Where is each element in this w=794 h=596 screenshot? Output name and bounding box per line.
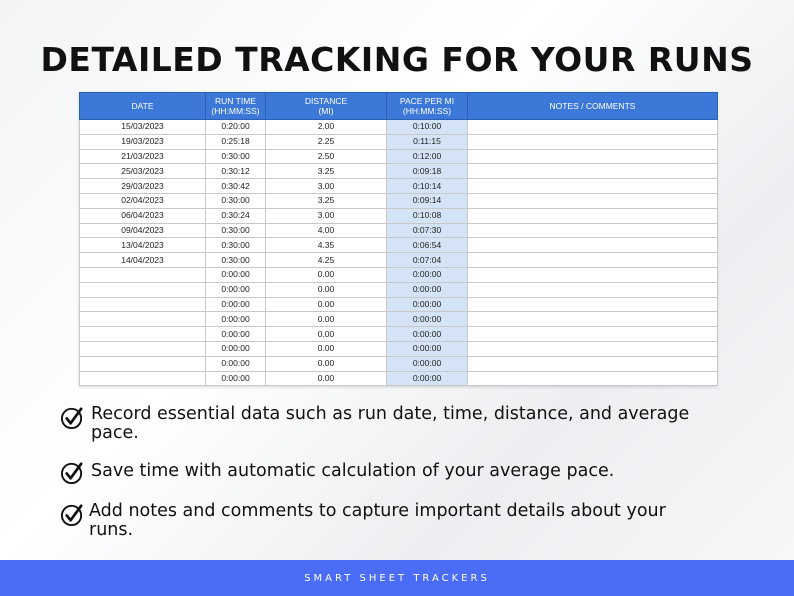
cell-pace[interactable]: 0:00:00 [387, 282, 468, 297]
cell-notes[interactable] [468, 327, 718, 342]
cell-distance[interactable]: 4.35 [266, 238, 387, 253]
cell-run-time[interactable]: 0:00:00 [206, 341, 266, 356]
cell-distance[interactable]: 0.00 [266, 297, 387, 312]
cell-date[interactable] [80, 356, 206, 371]
cell-date[interactable]: 19/03/2023 [80, 134, 206, 149]
cell-distance[interactable]: 4.00 [266, 223, 387, 238]
cell-notes[interactable] [468, 253, 718, 268]
table-row [80, 223, 718, 238]
cell-distance[interactable]: 3.00 [266, 208, 387, 223]
table-row [80, 356, 718, 371]
cell-run-time[interactable]: 0:00:00 [206, 327, 266, 342]
cell-notes[interactable] [468, 149, 718, 164]
table-row [80, 253, 718, 268]
cell-run-time[interactable]: 0:00:00 [206, 312, 266, 327]
cell-notes[interactable] [468, 297, 718, 312]
cell-notes[interactable] [468, 164, 718, 179]
cell-run-time[interactable]: 0:00:00 [206, 282, 266, 297]
table-row [80, 149, 718, 164]
check-circle-icon [60, 460, 85, 485]
table-body [80, 120, 718, 386]
cell-run-time[interactable]: 0:00:00 [206, 297, 266, 312]
cell-distance[interactable]: 0.00 [266, 327, 387, 342]
cell-date[interactable] [80, 297, 206, 312]
table-row [80, 327, 718, 342]
feature-item [60, 405, 711, 443]
table-row [80, 371, 718, 386]
cell-notes[interactable] [468, 238, 718, 253]
cell-pace[interactable]: 0:10:00 [387, 120, 468, 135]
cell-distance[interactable]: 0.00 [266, 267, 387, 282]
table-row [80, 341, 718, 356]
cell-run-time[interactable]: 0:30:00 [206, 238, 266, 253]
cell-pace[interactable]: 0:00:00 [387, 371, 468, 386]
cell-notes[interactable] [468, 223, 718, 238]
cell-distance[interactable]: 0.00 [266, 356, 387, 371]
cell-date[interactable] [80, 282, 206, 297]
cell-run-time[interactable]: 0:25:18 [206, 134, 266, 149]
cell-pace[interactable]: 0:00:00 [387, 341, 468, 356]
table-row [80, 297, 718, 312]
table-row [80, 238, 718, 253]
cell-run-time[interactable]: 0:30:00 [206, 149, 266, 164]
cell-run-time[interactable]: 0:00:00 [206, 356, 266, 371]
cell-distance[interactable]: 2.00 [266, 120, 387, 135]
cell-pace[interactable]: 0:09:14 [387, 193, 468, 208]
header-pace: PACE PER MI (HH:MM:SS) [387, 93, 468, 120]
table-header-row [80, 93, 718, 120]
cell-pace[interactable]: 0:07:30 [387, 223, 468, 238]
cell-notes[interactable] [468, 312, 718, 327]
cell-date[interactable]: 09/04/2023 [80, 223, 206, 238]
cell-date[interactable] [80, 267, 206, 282]
table-row [80, 267, 718, 282]
cell-run-time[interactable]: 0:30:42 [206, 179, 266, 194]
cell-pace[interactable]: 0:00:00 [387, 267, 468, 282]
cell-pace[interactable]: 0:06:54 [387, 238, 468, 253]
cell-run-time[interactable]: 0:00:00 [206, 267, 266, 282]
cell-notes[interactable] [468, 134, 718, 149]
feature-text: Save time with automatic calculation of your average pace. [91, 461, 615, 481]
feature-text: Add notes and comments to capture important details about your runs. [89, 501, 666, 540]
cell-date[interactable]: 15/03/2023 [80, 120, 206, 135]
run-tracking-sheet [79, 92, 717, 386]
cell-pace[interactable]: 0:10:14 [387, 179, 468, 194]
cell-run-time[interactable]: 0:30:24 [206, 208, 266, 223]
cell-date[interactable] [80, 312, 206, 327]
header-run-time: RUN TIME (HH:MM:SS) [206, 93, 266, 120]
cell-date[interactable]: 06/04/2023 [80, 208, 206, 223]
table-row [80, 164, 718, 179]
cell-pace[interactable]: 0:10:08 [387, 208, 468, 223]
cell-pace[interactable]: 0:00:00 [387, 327, 468, 342]
cell-run-time[interactable]: 0:20:00 [206, 120, 266, 135]
cell-distance[interactable]: 3.00 [266, 179, 387, 194]
cell-date[interactable]: 14/04/2023 [80, 253, 206, 268]
cell-distance[interactable]: 4.25 [266, 253, 387, 268]
cell-notes[interactable] [468, 179, 718, 194]
table-row [80, 282, 718, 297]
cell-run-time[interactable]: 0:30:00 [206, 193, 266, 208]
cell-notes[interactable] [468, 371, 718, 386]
cell-notes[interactable] [468, 282, 718, 297]
cell-pace[interactable]: 0:00:00 [387, 312, 468, 327]
cell-distance[interactable]: 0.00 [266, 312, 387, 327]
cell-date[interactable] [80, 341, 206, 356]
header-distance: DISTANCE (MI) [266, 93, 387, 120]
cell-notes[interactable] [468, 341, 718, 356]
cell-pace[interactable]: 0:00:00 [387, 356, 468, 371]
cell-distance[interactable]: 2.25 [266, 134, 387, 149]
cell-notes[interactable] [468, 208, 718, 223]
table-row [80, 193, 718, 208]
header-date: DATE [80, 93, 206, 120]
table-row [80, 208, 718, 223]
page-title: DETAILED TRACKING FOR YOUR RUNS [40, 40, 754, 79]
cell-pace[interactable]: 0:11:15 [387, 134, 468, 149]
table-row [80, 312, 718, 327]
cell-distance[interactable]: 3.25 [266, 193, 387, 208]
cell-date[interactable]: 29/03/2023 [80, 179, 206, 194]
cell-date[interactable]: 02/04/2023 [80, 193, 206, 208]
cell-distance[interactable]: 0.00 [266, 341, 387, 356]
cell-run-time[interactable]: 0:30:00 [206, 253, 266, 268]
cell-run-time[interactable]: 0:00:00 [206, 371, 266, 386]
cell-notes[interactable] [468, 356, 718, 371]
cell-run-time[interactable]: 0:30:00 [206, 223, 266, 238]
cell-date[interactable] [80, 371, 206, 386]
check-circle-icon [60, 502, 85, 527]
cell-notes[interactable] [468, 193, 718, 208]
cell-distance[interactable]: 3.25 [266, 164, 387, 179]
header-notes: NOTES / COMMENTS [468, 93, 718, 120]
brand-name: SMART SHEET TRACKERS [304, 572, 490, 584]
run-log-table [79, 92, 718, 386]
cell-distance[interactable]: 2.50 [266, 149, 387, 164]
cell-pace[interactable]: 0:07:04 [387, 253, 468, 268]
cell-pace[interactable]: 0:00:00 [387, 297, 468, 312]
table-row [80, 179, 718, 194]
table-row [80, 134, 718, 149]
feature-item [60, 460, 711, 485]
cell-date[interactable]: 25/03/2023 [80, 164, 206, 179]
cell-run-time[interactable]: 0:30:12 [206, 164, 266, 179]
feature-item [60, 502, 709, 540]
cell-pace[interactable]: 0:12:00 [387, 149, 468, 164]
footer-bar [0, 560, 794, 596]
cell-notes[interactable] [468, 120, 718, 135]
cell-notes[interactable] [468, 267, 718, 282]
cell-distance[interactable]: 0.00 [266, 371, 387, 386]
check-circle-icon [60, 405, 85, 430]
table-row [80, 120, 718, 135]
cell-date[interactable] [80, 327, 206, 342]
cell-distance[interactable]: 0.00 [266, 282, 387, 297]
cell-pace[interactable]: 0:09:18 [387, 164, 468, 179]
cell-date[interactable]: 21/03/2023 [80, 149, 206, 164]
feature-text: Record essential data such as run date, time, distance, and average pace. [91, 404, 690, 443]
cell-date[interactable]: 13/04/2023 [80, 238, 206, 253]
